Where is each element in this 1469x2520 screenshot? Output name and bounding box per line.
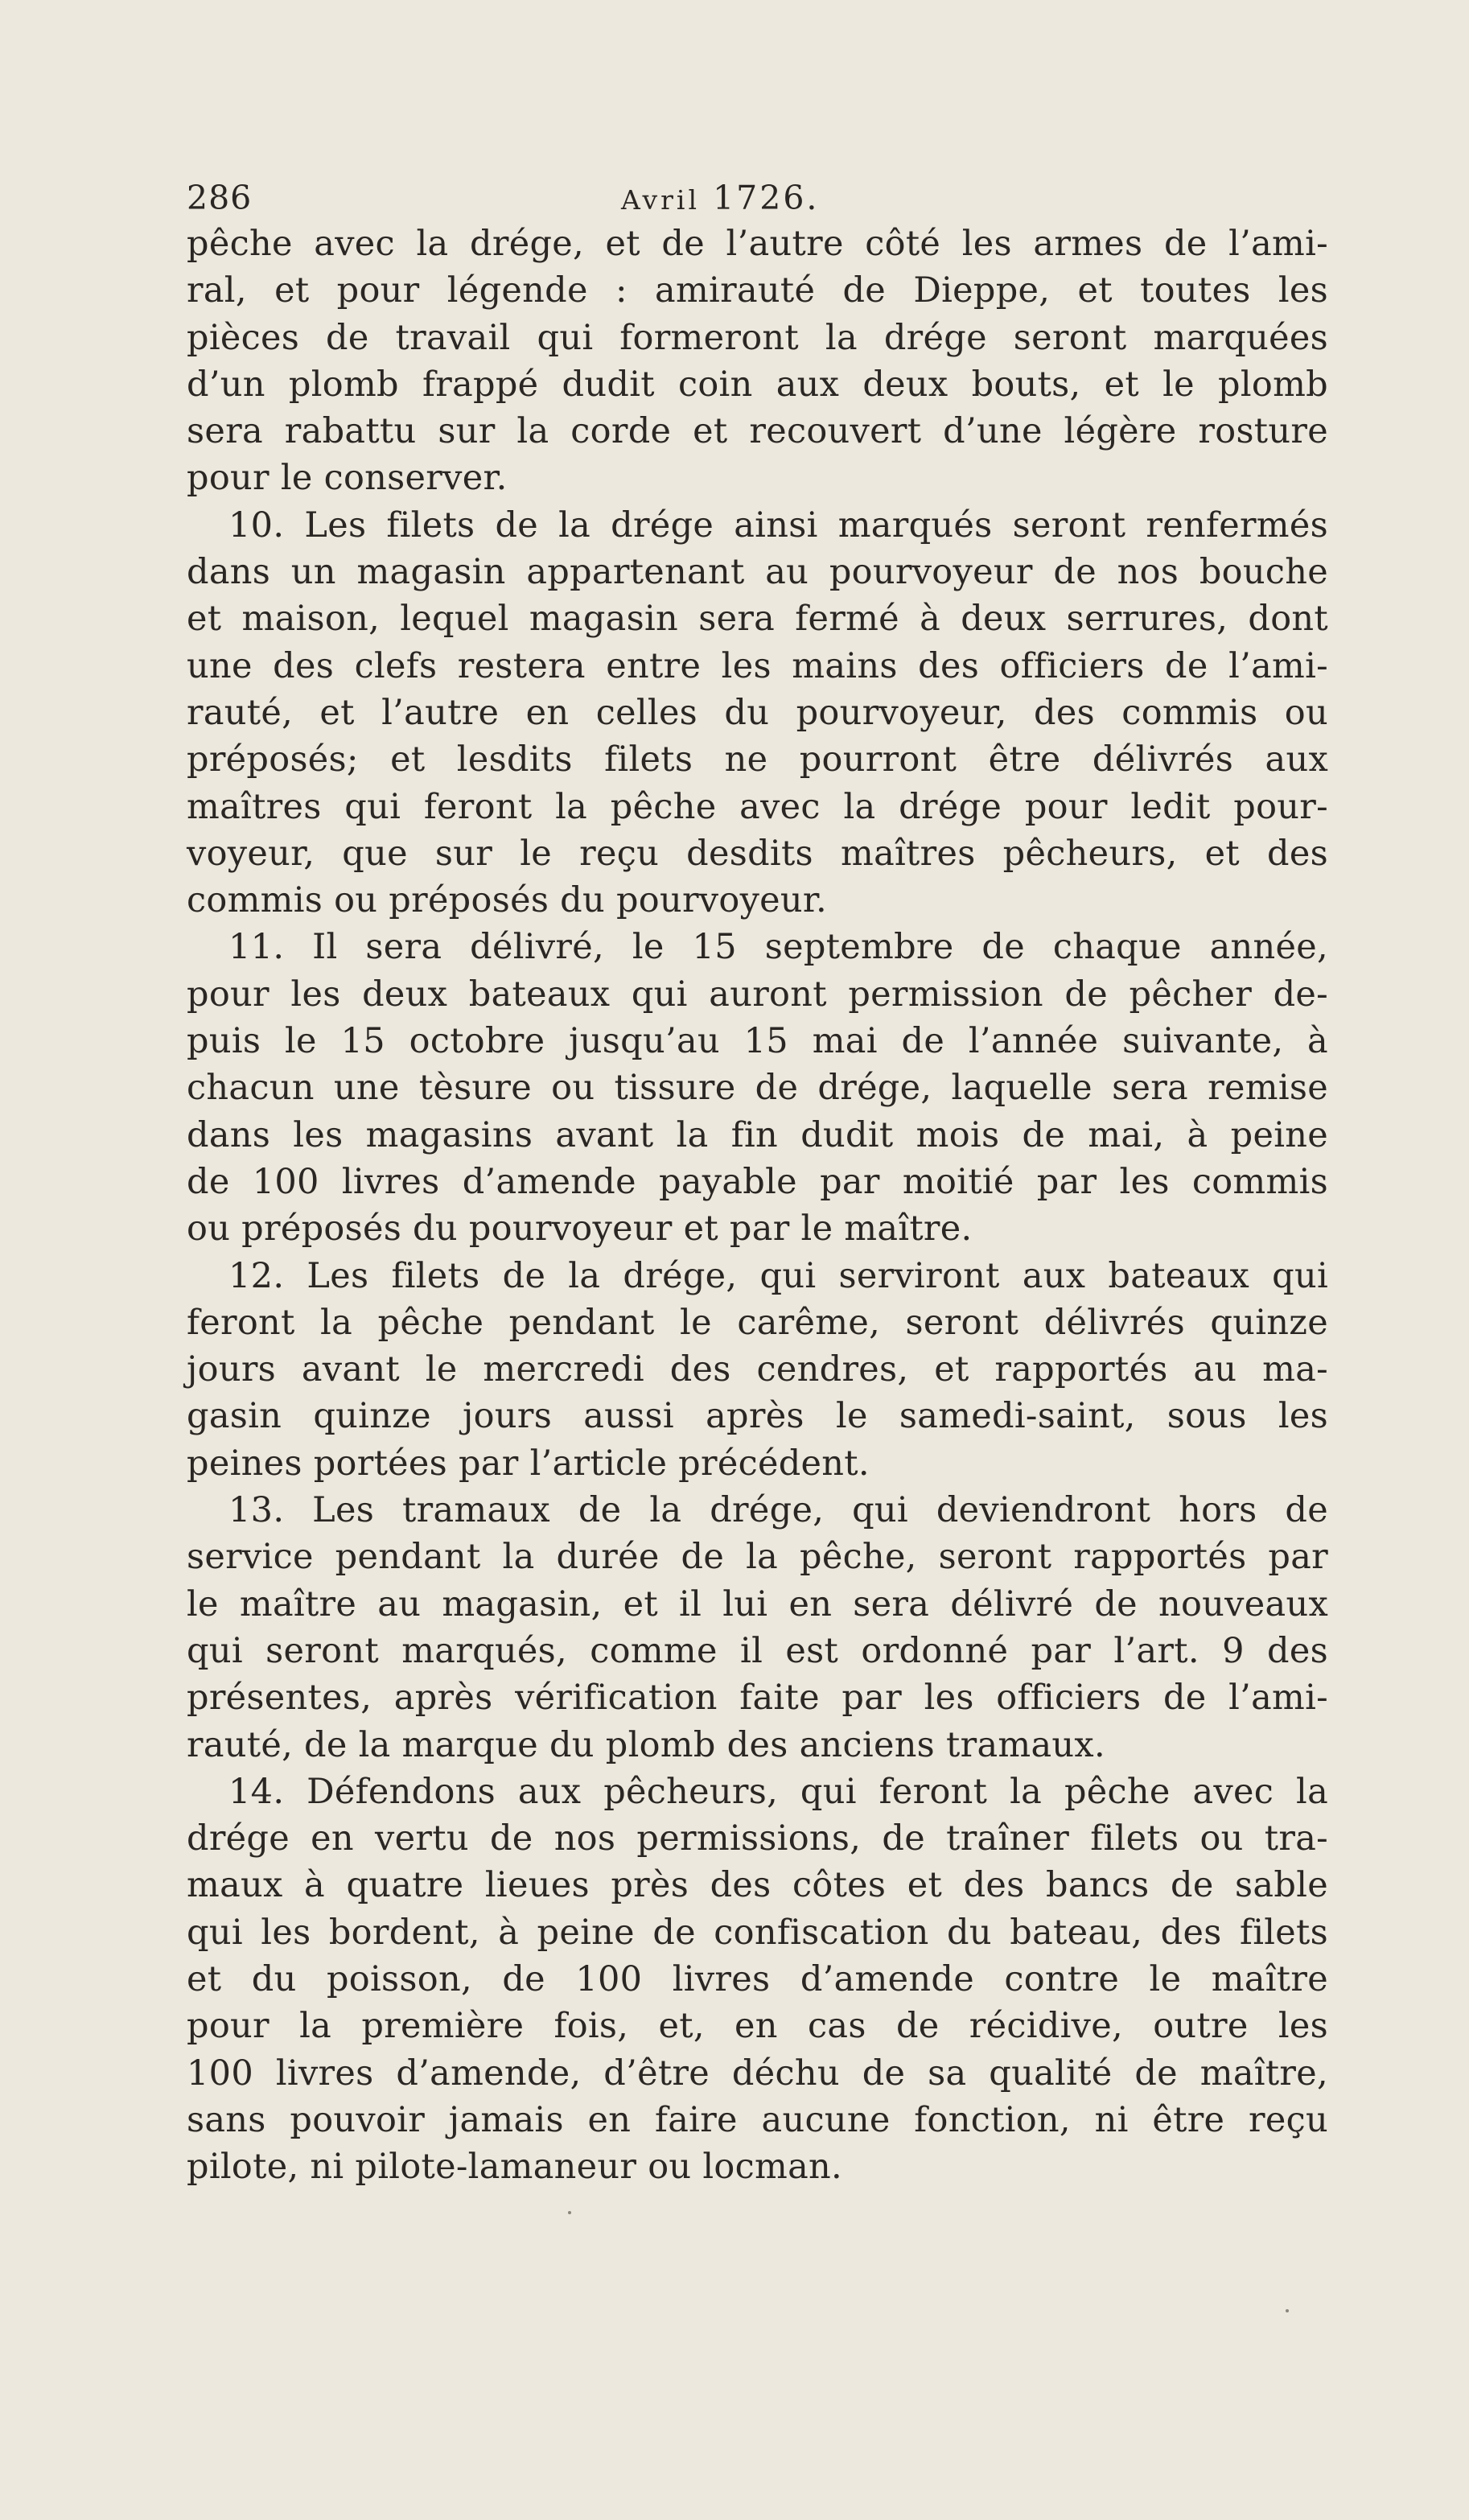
text-line: pilote, ni pilote-lamaneur ou locman. — [187, 2147, 842, 2188]
text-line: le maître au magasin, et il lui en sera délivré de nouveaux — [187, 1583, 1328, 1624]
text-line: pièces de travail qui formeront la drége seront marquées — [187, 317, 1328, 358]
text-line: peines portées par l’article précédent. — [187, 1443, 870, 1484]
text-line: pour le conserver. — [187, 458, 508, 499]
text-line: présentes, après vérification faite par les officiers de l’ami- — [187, 1678, 1328, 1719]
text-line: une des clefs restera entre les mains des officiers de l’ami- — [187, 645, 1328, 686]
text-line: maîtres qui feront la pêche avec la drége pour ledit pour- — [187, 786, 1328, 827]
paper-speck — [1286, 2309, 1289, 2312]
body-text — [187, 220, 1328, 2190]
text-line: d’un plomb frappé dudit coin aux deux bouts, et le plomb — [187, 364, 1328, 405]
paper-speck — [568, 2211, 571, 2214]
running-title-month: Avril — [621, 184, 701, 216]
article-13-start: 13. Les tramaux de la drége, qui deviendront hors de — [228, 1490, 1328, 1531]
text-line: qui les bordent, à peine de confiscation du bateau, des filets — [187, 1912, 1328, 1953]
text-line: et du poisson, de 100 livres d’amende contre le maître — [187, 1958, 1328, 1999]
text-line: 100 livres d’amende, d’être déchu de sa qualité de maître, — [187, 2053, 1328, 2094]
text-line: ral, et pour légende : amirauté de Dieppe, et toutes les — [187, 270, 1328, 311]
article-14-start: 14. Défendons aux pêcheurs, qui feront la pêche avec la — [228, 1771, 1328, 1812]
text-line: sans pouvoir jamais en faire aucune fonction, ni être reçu — [187, 2099, 1328, 2140]
text-line: feront la pêche pendant le carême, seront délivrés quinze — [187, 1302, 1328, 1343]
page-number: 286 — [187, 179, 253, 217]
text-line: rauté, et l’autre en celles du pourvoyeur, des commis ou — [187, 692, 1328, 733]
text-line: puis le 15 octobre jusqu’au 15 mai de l’année suivante, à — [187, 1021, 1328, 1062]
article-10-start: 10. Les filets de la drége ainsi marqués seront renfermés — [228, 504, 1328, 546]
text-line: dans les magasins avant la fin dudit mois de mai, à peine — [187, 1114, 1328, 1155]
text-line: dans un magasin appartenant au pourvoyeur de nos bouche — [187, 552, 1328, 593]
text-line: sera rabattu sur la corde et recouvert d’une légère rosture — [187, 411, 1328, 452]
text-line: commis ou préposés du pourvoyeur. — [187, 880, 828, 921]
running-title — [621, 179, 819, 217]
text-line: gasin quinze jours aussi après le samedi-saint, sous les — [187, 1396, 1328, 1437]
text-line: pour la première fois, et, en cas de récidive, outre les — [187, 2006, 1328, 2047]
running-title-year: 1726. — [713, 179, 820, 217]
running-head — [187, 179, 1328, 220]
text-line: préposés; et lesdits filets ne pourront être délivrés aux — [187, 739, 1328, 780]
text-line: qui seront marqués, comme il est ordonné par l’art. 9 des — [187, 1630, 1328, 1671]
article-12-start: 12. Les filets de la drége, qui serviront aux bateaux qui — [228, 1255, 1328, 1296]
text-line: pêche avec la drége, et de l’autre côté les armes de l’ami- — [187, 224, 1328, 264]
text-line: chacun une tèsure ou tissure de drége, laquelle sera remise — [187, 1068, 1328, 1109]
text-line: maux à quatre lieues près des côtes et des bancs de sable — [187, 1865, 1328, 1906]
text-line: drége en vertu de nos permissions, de traîner filets ou tra- — [187, 1818, 1328, 1859]
text-line: voyeur, que sur le reçu desdits maîtres pêcheurs, et des — [187, 833, 1328, 874]
text-line: service pendant la durée de la pêche, seront rapportés par — [187, 1537, 1328, 1578]
text-line: jours avant le mercredi des cendres, et rapportés au ma- — [187, 1349, 1328, 1390]
text-line: pour les deux bateaux qui auront permission de pêcher de- — [187, 974, 1328, 1015]
text-line: ou préposés du pourvoyeur et par le maître. — [187, 1209, 973, 1250]
text-line: et maison, lequel magasin sera fermé à deux serrures, dont — [187, 599, 1328, 640]
text-line: de 100 livres d’amende payable par moitié par les commis — [187, 1161, 1328, 1202]
text-line: rauté, de la marque du plomb des anciens tramaux. — [187, 1724, 1105, 1765]
article-11-start: 11. Il sera délivré, le 15 septembre de chaque année, — [228, 927, 1328, 968]
